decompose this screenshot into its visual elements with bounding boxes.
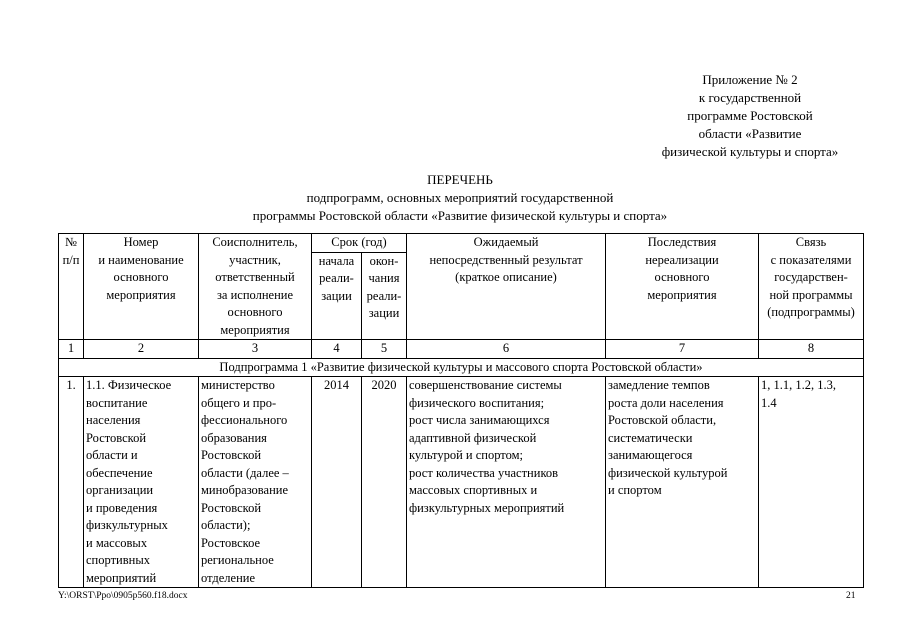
row-consequences: замедление темпов роста доли населения Ростовской области, систематически занимающегося физической культурой и спортом bbox=[606, 377, 759, 588]
header-name: Номер и наименование основного мероприятия bbox=[84, 234, 199, 340]
document-heading bbox=[150, 171, 770, 225]
header-executor: Соисполнитель, участник, ответственный за исполнение основного мероприятия bbox=[199, 234, 312, 340]
appendix-block bbox=[640, 71, 860, 161]
row-end-year: 2020 bbox=[362, 377, 407, 588]
header-link: Связь с показателями государствен- ной программы (подпрограммы) bbox=[759, 234, 864, 340]
appendix-line: области «Развитие bbox=[698, 126, 802, 141]
row-link: 1, 1.1, 1.2, 1.3, 1.4 bbox=[759, 377, 864, 588]
header-result: Ожидаемый непосредственный результат (краткое описание) bbox=[407, 234, 606, 340]
row-executor: министерство общего и про- фессионального образования Ростовской области (далее – минобразование Ростовской области); Ростовское региональное отделение bbox=[199, 377, 312, 588]
row-start-year: 2014 bbox=[312, 377, 362, 588]
heading-line: программы Ростовской области «Развитие физической культуры и спорта» bbox=[252, 208, 668, 223]
header-start: начала реали- зации bbox=[312, 252, 362, 340]
header-consequences: Последствия нереализации основного мероприятия bbox=[606, 234, 759, 340]
row-name: 1.1. Физическое воспитание населения Ростовской области и обеспечение организации и проведения физкультурных и массовых спортивных мероприятий bbox=[84, 377, 199, 588]
header-num: № п/п bbox=[59, 234, 84, 340]
row-num: 1. bbox=[59, 377, 84, 588]
row-result: совершенствование системы физического воспитания; рост числа занимающихся адаптивной физической культурой и спортом; рост количества участников массовых спортивных и физкультурных мероприятий bbox=[407, 377, 606, 588]
column-number: 7 bbox=[606, 340, 759, 359]
column-numbers-row bbox=[59, 340, 864, 359]
heading-line: подпрограмм, основных мероприятий государственной bbox=[306, 190, 614, 205]
appendix-line: Приложение № 2 bbox=[702, 72, 798, 87]
appendix-line: к государственной bbox=[698, 90, 802, 105]
column-number: 1 bbox=[59, 340, 84, 359]
column-number: 8 bbox=[759, 340, 864, 359]
appendix-line: программе Ростовской bbox=[687, 108, 813, 123]
appendix-line: физической культуры и спорта» bbox=[661, 144, 839, 159]
footer-page-number: 21 bbox=[846, 591, 856, 601]
subprogram-title: Подпрограмма 1 «Развитие физической культуры и массового спорта Ростовской области» bbox=[59, 358, 864, 377]
column-number: 6 bbox=[407, 340, 606, 359]
column-number: 5 bbox=[362, 340, 407, 359]
header-row-1 bbox=[59, 234, 864, 253]
programs-table bbox=[58, 233, 864, 588]
header-end: окон- чания реали- зации bbox=[362, 252, 407, 340]
column-number: 3 bbox=[199, 340, 312, 359]
header-term: Срок (год) bbox=[312, 234, 407, 253]
subprogram-row bbox=[59, 358, 864, 377]
column-number: 2 bbox=[84, 340, 199, 359]
table-row bbox=[59, 377, 864, 588]
footer-file-path: Y:\ORST\Ppo\0905p560.f18.docx bbox=[58, 591, 188, 601]
heading-title: ПЕРЕЧЕНЬ bbox=[427, 172, 493, 187]
column-number: 4 bbox=[312, 340, 362, 359]
